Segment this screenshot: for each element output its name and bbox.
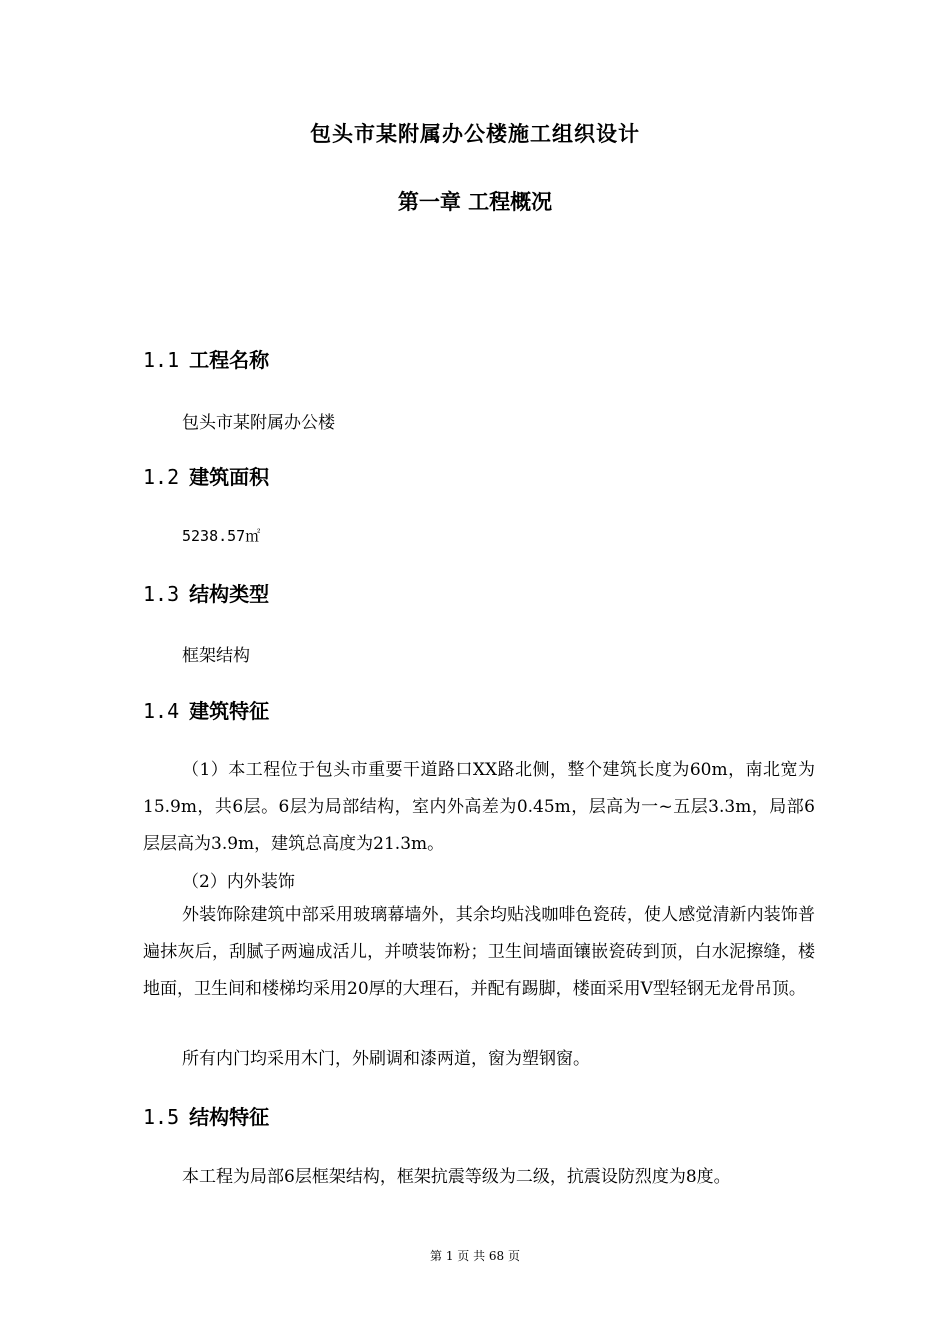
section-title: 工程名称 xyxy=(189,348,270,372)
section-number: 1.3 xyxy=(143,582,180,606)
section-number: 1.1 xyxy=(143,348,180,372)
section-heading-1-2 xyxy=(143,461,269,490)
section-title: 结构特征 xyxy=(189,1105,270,1129)
chapter-title: 第一章 工程概况 xyxy=(397,190,553,214)
doors-windows-paragraph: 所有内门均采用木门，外刷调和漆两道，窗为塑钢窗。 xyxy=(182,1049,590,1069)
decoration-paragraph: 外装饰除建筑中部采用玻璃幕墙外，其余均贴浅咖啡色瓷砖，使人感觉清新内装饰普遍抹灰后，刮腻子两遍成活儿，并喷装饰粉；卫生间墙面镶嵌瓷砖到顶，白水泥擦缝，楼地面，卫生间和楼梯均采用20厚的大理石，并配有踢脚，楼面采用V型轻钢无龙骨吊顶。 xyxy=(143,905,815,999)
section-number: 1.4 xyxy=(143,699,180,723)
section-title: 建筑特征 xyxy=(189,699,270,723)
section-heading-1-4 xyxy=(143,695,269,724)
section-number: 1.2 xyxy=(143,465,180,489)
building-feature-paragraph-1: （1）本工程位于包头市重要干道路口XX路北侧，整个建筑长度为60m，南北宽为15.9m，共6层。6层为局部结构，室内外高差为0.45m，层高为一~五层3.3m，局部6层层高为3.9m，建筑总高度为21.3m。 xyxy=(143,760,815,854)
section-heading-1-5 xyxy=(143,1101,269,1130)
decoration-subheading: （2）内外装饰 xyxy=(182,872,295,892)
section-title: 结构类型 xyxy=(189,582,270,606)
section-number: 1.5 xyxy=(143,1105,180,1129)
document-title: 包头市某附属办公楼施工组织设计 xyxy=(310,122,640,146)
section-heading-1-3 xyxy=(143,578,269,607)
project-name-text: 包头市某附属办公楼 xyxy=(182,413,335,433)
section-title: 建筑面积 xyxy=(189,465,270,489)
page-footer: 第 1 页 共 68 页 xyxy=(430,1249,520,1263)
section-heading-1-1 xyxy=(143,344,269,373)
building-area-text: 5238.57㎡ xyxy=(182,527,261,545)
structure-feature-text: 本工程为局部6层框架结构，框架抗震等级为二级，抗震设防烈度为8度。 xyxy=(182,1167,731,1187)
structure-type-text: 框架结构 xyxy=(182,646,250,666)
